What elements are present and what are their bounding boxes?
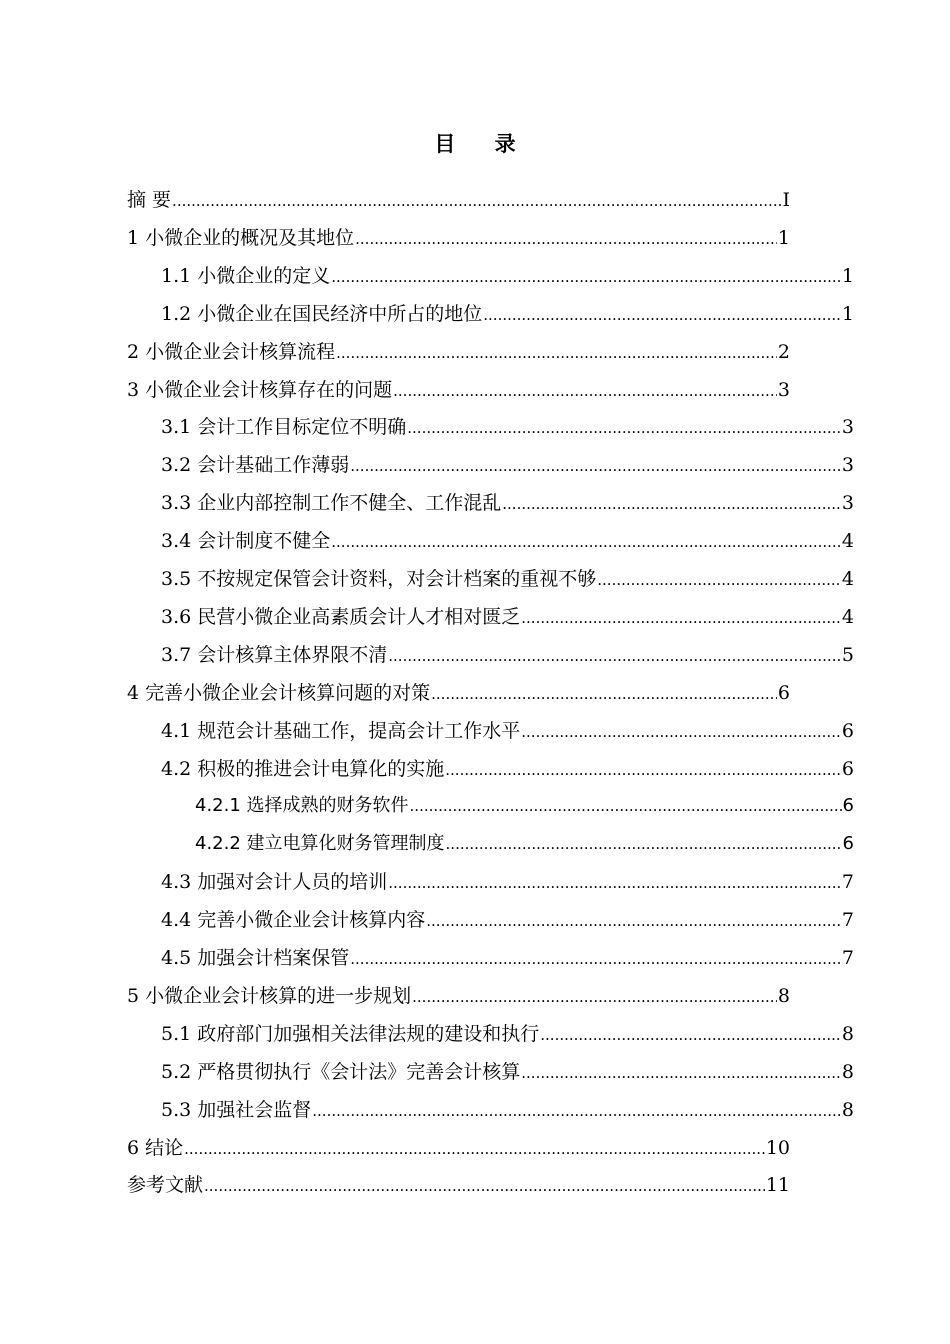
toc-dot-leader — [388, 863, 841, 901]
toc-entry-label: 3.6 民营小微企业高素质会计人才相对匮乏 — [161, 605, 521, 628]
toc-entry-label: 5.2 严格贯彻执行《会计法》完善会计核算 — [161, 1060, 521, 1083]
toc-entry-label: 参考文献 — [127, 1174, 204, 1197]
toc-dot-leader — [172, 181, 781, 219]
toc-entry[interactable] — [127, 674, 790, 712]
toc-entry-page-number: 4 — [841, 530, 854, 553]
toc-entry[interactable] — [127, 181, 790, 219]
toc-entry[interactable] — [161, 939, 854, 977]
toc-entry-page-number: 8 — [841, 1098, 854, 1121]
toc-entry-label: 1.1 小微企业的定义 — [161, 264, 331, 287]
toc-entry[interactable] — [195, 825, 854, 863]
toc-entry-page-number: 3 — [777, 378, 790, 401]
toc-dot-leader — [393, 371, 777, 409]
toc-dot-leader — [388, 636, 841, 674]
toc-entry-page-number: 2 — [777, 340, 790, 363]
toc-entry-page-number: 8 — [841, 1022, 854, 1045]
toc-entry-page-number: 1 — [841, 302, 854, 325]
toc-entry[interactable] — [161, 522, 854, 560]
toc-dot-leader — [331, 522, 841, 560]
toc-entry-page-number: 4 — [841, 568, 854, 590]
toc-dot-leader — [431, 674, 777, 712]
toc-entry-label: 3.3 企业内部控制工作不健全、工作混乱 — [161, 492, 502, 515]
toc-entry-page-number: 7 — [841, 909, 854, 932]
toc-entry[interactable] — [161, 257, 854, 295]
toc-entry-label: 1 小微企业的概况及其地位 — [127, 226, 355, 249]
toc-entry[interactable] — [127, 977, 790, 1015]
toc-entry-page-number: 6 — [842, 833, 854, 855]
toc-entry[interactable] — [161, 408, 854, 446]
toc-entry-page-number: 4 — [841, 605, 854, 628]
toc-dot-leader — [312, 1091, 841, 1129]
toc-entry[interactable] — [127, 371, 790, 409]
toc-entry-label: 3.7 会计核算主体界限不清 — [161, 643, 388, 666]
toc-entry-page-number: 7 — [841, 947, 854, 969]
toc-entry-page-number: 7 — [841, 871, 854, 894]
toc-entry-page-number: 6 — [841, 719, 854, 742]
toc-entry[interactable] — [161, 636, 854, 674]
toc-entry[interactable] — [161, 901, 854, 939]
toc-dot-leader — [597, 560, 841, 598]
toc-entry-label: 3 小微企业会计核算存在的问题 — [127, 378, 393, 401]
toc-entry-page-number: 5 — [841, 643, 854, 666]
toc-entry-page-number: 1 — [841, 264, 854, 287]
toc-dot-leader — [412, 977, 777, 1015]
toc-dot-leader — [540, 1015, 841, 1053]
toc-entry[interactable] — [127, 219, 790, 257]
toc-entry-label: 5 小微企业会计核算的进一步规划 — [127, 984, 412, 1007]
toc-dot-leader — [204, 1166, 765, 1204]
toc-entry[interactable] — [127, 1129, 790, 1167]
toc-entry-label: 4.4 完善小微企业会计核算内容 — [161, 909, 426, 932]
toc-entry[interactable] — [161, 295, 854, 333]
toc-dot-leader — [410, 787, 842, 825]
toc-entry-page-number: 10 — [765, 1136, 790, 1159]
toc-entry-label: 5.3 加强社会监督 — [161, 1098, 312, 1121]
toc-dot-leader — [355, 219, 777, 257]
toc-dot-leader — [446, 825, 842, 863]
toc-entry-page-number: 1 — [777, 226, 790, 249]
toc-entry[interactable] — [161, 446, 854, 484]
toc-dot-leader — [336, 333, 777, 371]
toc-entry-label: 3.2 会计基础工作薄弱 — [161, 454, 350, 477]
toc-dot-leader — [521, 1053, 841, 1091]
toc-entry[interactable] — [161, 598, 854, 636]
toc-dot-leader — [407, 408, 841, 446]
toc-entry-page-number: 8 — [777, 984, 790, 1007]
toc-entry-label: 摘 要 — [127, 189, 172, 211]
toc-dot-leader — [331, 257, 841, 295]
toc-dot-leader — [502, 484, 841, 522]
toc-entry-page-number: 8 — [841, 1060, 854, 1083]
toc-dot-leader — [350, 446, 841, 484]
toc-entry-page-number: 3 — [841, 416, 854, 439]
toc-entry-page-number: 11 — [765, 1174, 790, 1197]
toc-dot-leader — [426, 901, 841, 939]
toc-dot-leader — [483, 295, 841, 333]
toc-entry-label: 4.5 加强会计档案保管 — [161, 947, 350, 969]
toc-entry-label: 3.1 会计工作目标定位不明确 — [161, 416, 407, 439]
toc-title: 目 录 — [434, 132, 532, 156]
toc-entry[interactable] — [161, 750, 854, 788]
toc-entry-label: 4 完善小微企业会计核算问题的对策 — [127, 681, 431, 704]
toc-entry-page-number: 3 — [841, 454, 854, 477]
toc-entry-label: 4.2.1 选择成熟的财务软件 — [195, 795, 409, 817]
toc-entry-label: 4.3 加强对会计人员的培训 — [161, 871, 388, 894]
toc-entry-label: 1.2 小微企业在国民经济中所占的地位 — [161, 302, 483, 325]
toc-dot-leader — [521, 712, 841, 750]
toc-entry-page-number: 6 — [841, 757, 854, 780]
toc-entry-label: 4.1 规范会计基础工作，提高会计工作水平 — [161, 719, 521, 742]
toc-entry-label: 4.2.2 建立电算化财务管理制度 — [195, 833, 445, 855]
toc-entry[interactable] — [127, 333, 790, 371]
toc-entry-page-number: 3 — [841, 492, 854, 515]
toc-entry-label: 4.2 积极的推进会计电算化的实施 — [161, 757, 445, 780]
toc-entry[interactable] — [161, 560, 854, 598]
toc-entry-label: 3.4 会计制度不健全 — [161, 530, 331, 553]
toc-dot-leader — [521, 598, 841, 636]
toc-dot-leader — [350, 939, 841, 977]
toc-entry-page-number: 6 — [777, 681, 790, 704]
toc-entry[interactable] — [161, 1091, 854, 1129]
toc-entry[interactable] — [127, 1166, 790, 1204]
toc-entry-label: 2 小微企业会计核算流程 — [127, 340, 336, 363]
toc-entry[interactable] — [161, 1015, 854, 1053]
toc-entry-label: 6 结论 — [127, 1136, 184, 1159]
toc-entry[interactable] — [195, 787, 854, 825]
toc-entry-page-number: 6 — [842, 795, 854, 817]
toc-entry-page-number: I — [782, 189, 790, 211]
toc-entry-label: 5.1 政府部门加强相关法律法规的建设和执行 — [161, 1022, 540, 1045]
toc-entry[interactable] — [161, 712, 854, 750]
toc-entry[interactable] — [161, 484, 854, 522]
toc-entry[interactable] — [161, 1053, 854, 1091]
toc-dot-leader — [445, 750, 841, 788]
toc-entry-label: 3.5 不按规定保管会计资料，对会计档案的重视不够 — [161, 568, 597, 590]
toc-dot-leader — [184, 1129, 765, 1167]
toc-entry[interactable] — [161, 863, 854, 901]
